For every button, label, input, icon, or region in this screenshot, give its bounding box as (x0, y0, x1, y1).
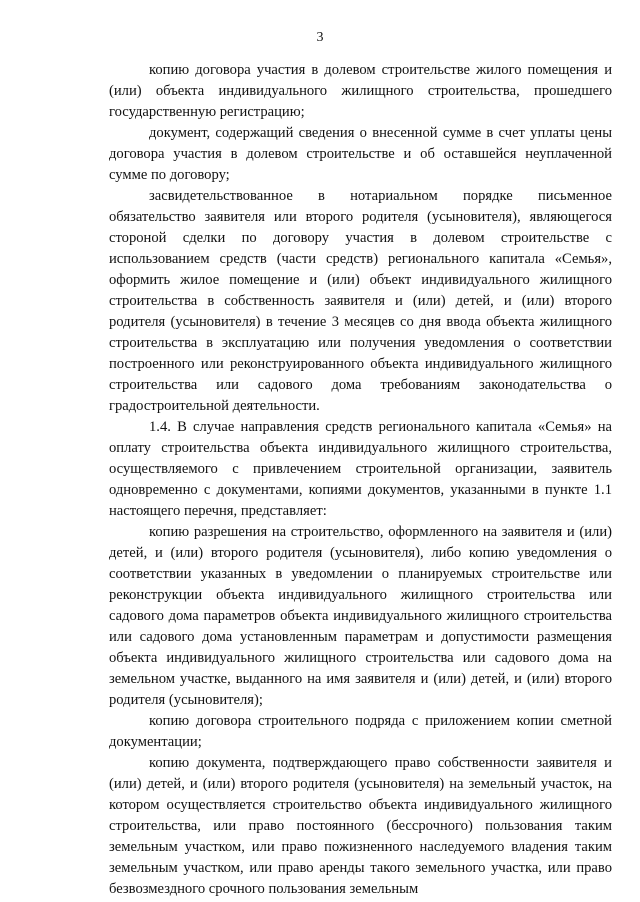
paragraph-6: копию договора строительного подряда с приложением копии сметной документации; (109, 713, 612, 750)
document-body (109, 60, 612, 900)
paragraph-2: документ, содержащий сведения о внесенной сумме в счет уплаты цены договора участия в долевом строительстве и об оставшейся неуплаченной сумме по договору; (109, 125, 612, 183)
paragraph-7: копию документа, подтверждающего право собственности заявителя и (или) детей, и (или) второго родителя (усыновителя) на земельный участок, на котором осуществляется строительство объекта индивидуального жилищного строительства, или право постоянного (бессрочного) пользования таким земельным участком, или право пожизненного наследуемого владения таким земельным участком, или право аренды такого земельного участка, или право безвозмездного срочного пользования земельным (109, 755, 612, 897)
paragraph-4: 1.4. В случае направления средств регионального капитала «Семья» на оплату строительства объекта индивидуального жилищного строительства, осуществляемого с привлечением строительной организации, заявитель одновременно с документами, копиями документов, указанными в пункте 1.1 настоящего перечня, представляет: (109, 419, 612, 519)
paragraph-3: засвидетельствованное в нотариальном порядке письменное обязательство заявителя или второго родителя (усыновителя), являющегося стороной сделки по договору участия в долевом строительстве с использованием средств (части средств) регионального капитала «Семья», оформить жилое помещение и (или) объект индивидуального жилищного строительства в собственность заявителя и (или) детей, и (или) второго родителя (усыновителя) в течение 3 месяцев со дня ввода объекта жилищного строительства в эксплуатацию или получения уведомления о соответствии построенного или реконструированного объекта индивидуального жилищного строительства или садового дома требованиям законодательства о градостроительной деятельности. (109, 188, 612, 414)
page-number: 3 (316, 30, 324, 45)
paragraph-1: копию договора участия в долевом строительстве жилого помещения и (или) объекта индивидуального жилищного строительства, прошедшего государственную регистрацию; (109, 62, 612, 120)
paragraph-5: копию разрешения на строительство, оформленного на заявителя и (или) детей, и (или) второго родителя (усыновителя), либо копию уведомления о соответствии указанных в уведомлении о планируемых строительстве или реконструкции объекта индивидуального жилищного строительства или садового дома параметров объекта индивидуального жилищного строительства или садового дома установленным параметрам и допустимости размещения объекта индивидуального жилищного строительства или садового дома на земельном участке, выданного на имя заявителя и (или) детей, и (или) второго родителя (усыновителя); (109, 524, 612, 708)
